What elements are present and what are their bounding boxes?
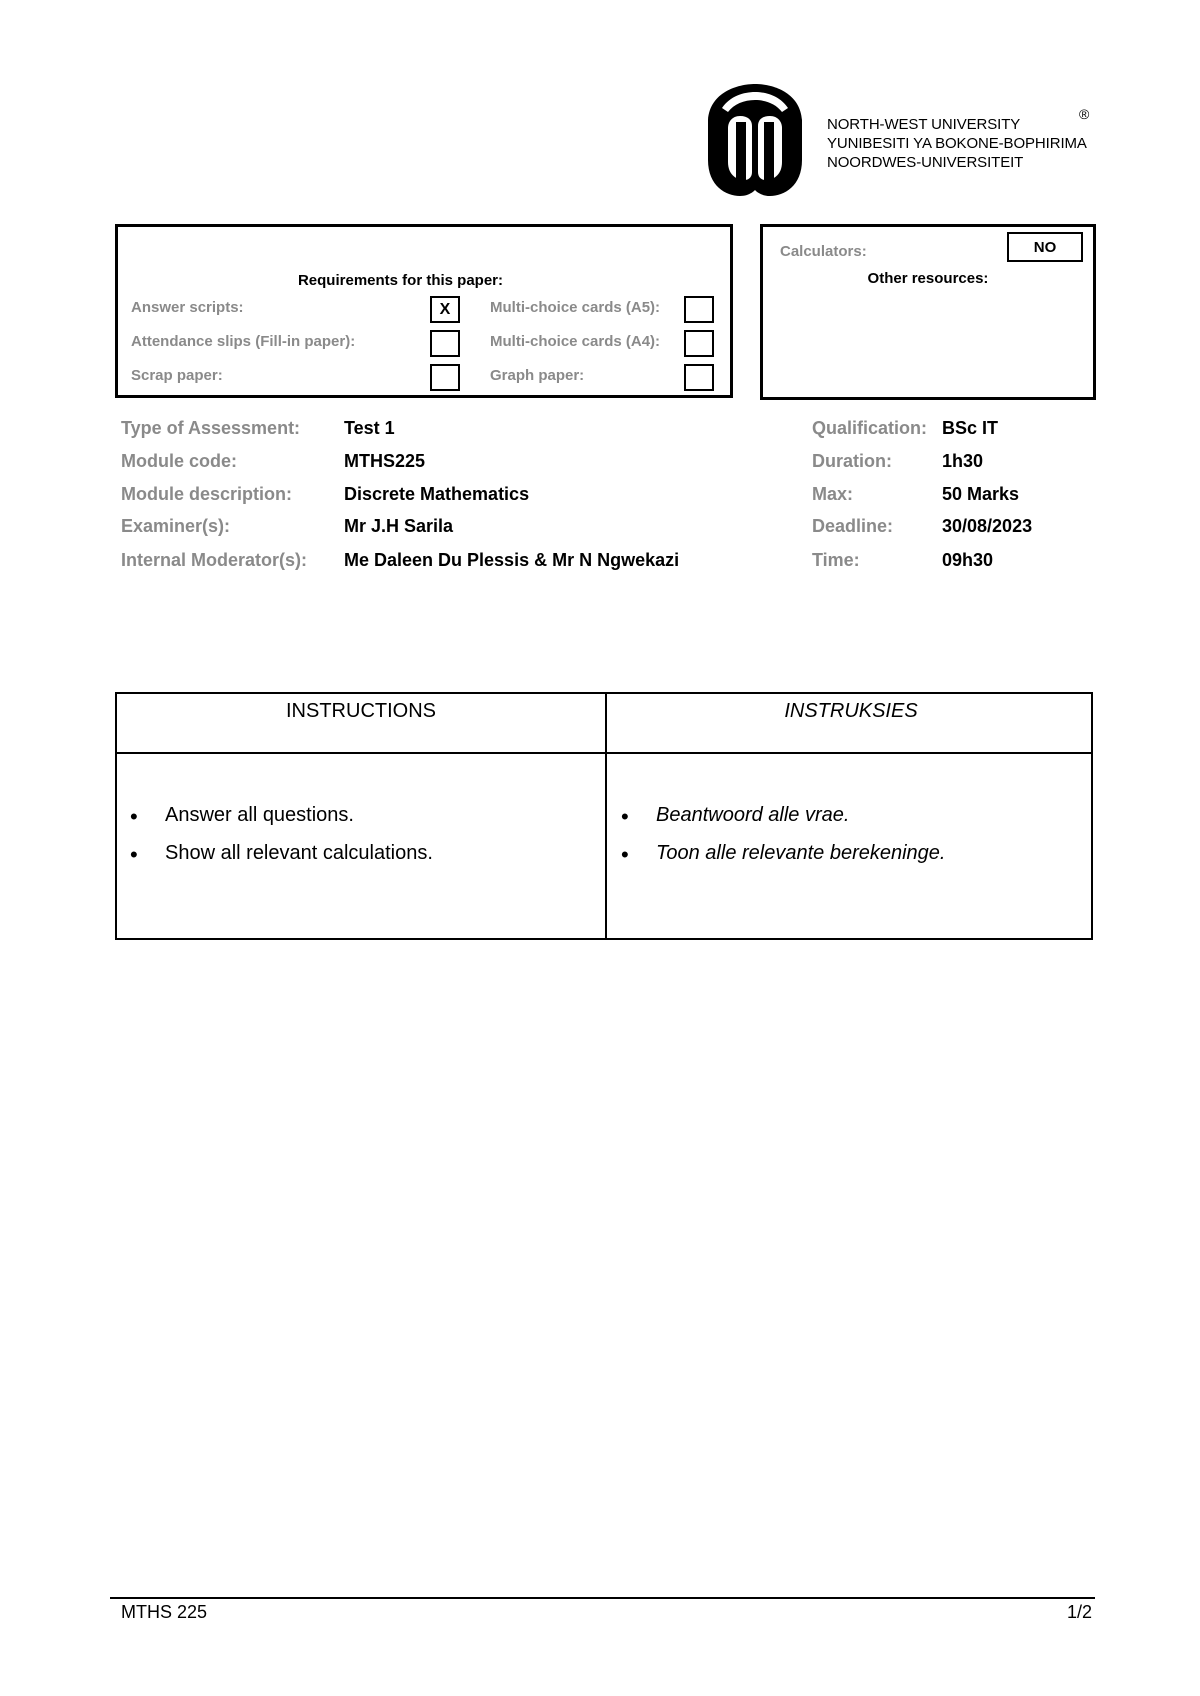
- requirement-label-scrap-paper: Scrap paper:: [131, 367, 223, 384]
- requirement-label-mc-cards-a4: Multi-choice cards (A4):: [490, 333, 661, 350]
- footer-rule: [110, 1597, 1095, 1599]
- calculators-label: Calculators:: [780, 243, 867, 260]
- instruction-item-af: • Toon alle relevante berekeninge.: [621, 842, 946, 867]
- instruction-item-af: • Beantwoord alle vrae.: [621, 804, 850, 829]
- detail-value-examiners: Mr J.H Sarila: [344, 516, 454, 536]
- detail-value-assessment-type: Test 1: [344, 418, 395, 438]
- bullet-icon: •: [130, 804, 138, 829]
- footer-module-code: MTHS 225: [121, 1602, 208, 1622]
- checkbox-graph-paper[interactable]: [684, 364, 714, 391]
- detail-label-examiners: Examiner(s):: [121, 516, 231, 536]
- checkbox-answer-scripts[interactable]: X: [430, 296, 460, 323]
- instruction-item-en: • Answer all questions.: [130, 804, 354, 829]
- checkbox-attendance-slips[interactable]: [430, 330, 460, 357]
- detail-value-qualification: BSc IT: [942, 418, 999, 438]
- detail-value-max: 50 Marks: [942, 484, 1020, 504]
- detail-label-moderators: Internal Moderator(s):: [121, 550, 308, 570]
- detail-label-time: Time:: [812, 550, 860, 570]
- calculators-value: NO: [1007, 232, 1083, 262]
- detail-value-moderators: Me Daleen Du Plessis & Mr N Ngwekazi: [344, 550, 680, 570]
- header-divider: [117, 752, 1091, 754]
- requirement-label-graph-paper: Graph paper:: [490, 367, 585, 384]
- instruction-item-en: • Show all relevant calculations.: [130, 842, 433, 867]
- requirement-label-attendance-slips: Attendance slips (Fill-in paper):: [131, 333, 356, 350]
- column-divider: [605, 694, 607, 938]
- registered-mark: ®: [1079, 106, 1090, 122]
- detail-value-time: 09h30: [942, 550, 994, 570]
- university-name-af: NOORDWES-UNIVERSITEIT: [827, 154, 1024, 171]
- other-resources-label: Other resources:: [867, 270, 989, 287]
- detail-label-module-code: Module code:: [121, 451, 237, 471]
- university-logo: [700, 82, 1100, 202]
- detail-label-module-description: Module description:: [121, 484, 292, 504]
- requirement-label-answer-scripts: Answer scripts:: [131, 299, 244, 316]
- checkbox-mc-cards-a5[interactable]: [684, 296, 714, 323]
- instructions-header-af: INSTRUKSIES: [784, 700, 918, 722]
- detail-label-deadline: Deadline:: [812, 516, 894, 536]
- bullet-icon: •: [130, 842, 138, 867]
- resources-box: [760, 224, 1096, 400]
- requirement-label-mc-cards-a5: Multi-choice cards (A5):: [490, 299, 661, 316]
- instructions-table: [115, 692, 1093, 940]
- detail-value-module-code: MTHS225: [344, 451, 426, 471]
- detail-label-assessment-type: Type of Assessment:: [121, 418, 301, 438]
- footer-page-number: 1/2: [1066, 1602, 1092, 1622]
- university-name-en: NORTH-WEST UNIVERSITY: [827, 116, 1021, 133]
- nwu-emblem-icon: [700, 82, 810, 198]
- instructions-header-en: INSTRUCTIONS: [286, 700, 436, 722]
- detail-label-duration: Duration:: [812, 451, 892, 471]
- detail-label-max: Max:: [812, 484, 854, 504]
- checkbox-mc-cards-a4[interactable]: [684, 330, 714, 357]
- university-name-tn: YUNIBESITI YA BOKONE-BOPHIRIMA: [827, 135, 1087, 152]
- bullet-icon: •: [621, 842, 629, 867]
- detail-label-qualification: Qualification:: [812, 418, 928, 438]
- detail-value-duration: 1h30: [942, 451, 984, 471]
- checkbox-scrap-paper[interactable]: [430, 364, 460, 391]
- detail-value-deadline: 30/08/2023: [942, 516, 1033, 536]
- requirements-title: Requirements for this paper:: [297, 272, 504, 289]
- requirements-box: [115, 224, 733, 398]
- bullet-icon: •: [621, 804, 629, 829]
- detail-value-module-description: Discrete Mathematics: [344, 484, 530, 504]
